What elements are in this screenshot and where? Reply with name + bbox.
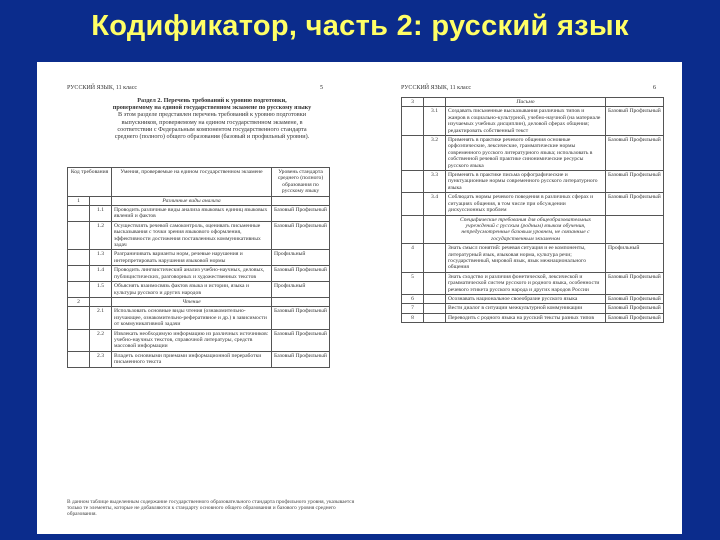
section-title-cell: Специфические требования для общеобразовательных учреждений с русским (родным) языком обучения, непредусмотренные базовым уровнем, не связанные с государственным экзаменом <box>446 215 606 244</box>
table-row <box>402 171 664 193</box>
column-header: Умения, проверяемые на едином государственном экзамене <box>112 168 272 197</box>
requirement-code-cell: 1.1 <box>90 206 112 222</box>
section-code-cell <box>68 250 90 266</box>
level-cell: Базовый Профильный <box>606 294 664 303</box>
table-row <box>68 297 330 306</box>
requirement-text-cell: Применять в практике письма орфографические и пунктуационные нормы современного русского литературного языка <box>446 171 606 193</box>
level-cell: Профильный <box>606 244 664 273</box>
intro-line: Раздел 2. Перечень требований к уровню подготовки, <box>137 97 287 104</box>
requirement-code-cell <box>424 313 446 322</box>
section-code-cell: 8 <box>402 313 424 322</box>
section-title-cell: Различные виды анализа <box>112 196 272 205</box>
level-cell <box>272 196 330 205</box>
section-code-cell <box>68 351 90 367</box>
table-header-row <box>68 168 330 197</box>
section-code-cell <box>402 136 424 171</box>
level-cell: Базовый Профильный <box>606 304 664 313</box>
table-row <box>68 250 330 266</box>
table-row <box>402 107 664 136</box>
section-code-cell: 4 <box>402 244 424 273</box>
section-code-cell: 5 <box>402 272 424 294</box>
requirement-text-cell: Знать сходство и различия фонетической, лексической и грамматической систем русского и родного языка, особенности речевого этикета русского народа и других народов России <box>446 272 606 294</box>
section-code-cell <box>68 206 90 222</box>
level-cell: Базовый Профильный <box>272 307 330 329</box>
requirement-code-cell: 2.2 <box>90 329 112 351</box>
page-header: РУССКИЙ ЯЗЫК, 11 класс <box>401 85 472 91</box>
intro-line: соответствии с Федеральным компонентом государственного стандарта <box>117 125 307 133</box>
level-cell <box>606 98 664 107</box>
table-row <box>68 266 330 282</box>
intro-line: проверяемому на единой государственном экзамене по русскому языку <box>112 104 312 112</box>
section-code-cell <box>68 282 90 298</box>
level-cell: Базовый Профильный <box>272 266 330 282</box>
level-cell <box>606 215 664 244</box>
table-row <box>68 329 330 351</box>
requirements-table <box>401 97 664 323</box>
requirement-text-cell: Вести диалог в ситуации межкультурной коммуникации <box>446 304 606 313</box>
level-cell: Базовый Профильный <box>606 313 664 322</box>
column-header: Код требования <box>68 168 112 197</box>
table-row <box>68 307 330 329</box>
requirement-code-cell <box>424 272 446 294</box>
intro-text <box>67 97 357 140</box>
requirement-text-cell: Извлекать необходимую информацию из различных источников: учебно-научных текстов, справочной литературы, средств массовой информации <box>112 329 272 351</box>
slide-title: Кодификатор, часть 2: русский язык <box>91 10 629 42</box>
table-row <box>68 206 330 222</box>
requirement-text-cell: Осуществлять речевой самоконтроль, оценивать письменные высказывания с точки зрения языкового оформления, эффективности достижения поставленных коммуникативных задач <box>112 221 272 250</box>
requirement-code-cell <box>424 215 446 244</box>
table-row <box>402 313 664 322</box>
section-code-cell: 6 <box>402 294 424 303</box>
intro-line: среднего (полного) общего образования (базовый и профильный уровни). <box>114 133 310 141</box>
left-page <box>37 62 367 534</box>
requirement-text-cell: Переводить с родного языка на русский тексты разных типов <box>446 313 606 322</box>
requirement-text-cell: Объяснять взаимосвязь фактов языка и истории, языка и культуры русского и других народов <box>112 282 272 298</box>
requirement-text-cell: Проводить лингвистический анализ учебно-научных, деловых, публицистических, разговорных и художественных текстов <box>112 266 272 282</box>
requirement-code-cell: 1.2 <box>90 221 112 250</box>
table-row <box>402 193 664 215</box>
requirement-text-cell: Осознавать национальное своеобразие русского языка <box>446 294 606 303</box>
requirement-code-cell <box>424 98 446 107</box>
level-cell: Базовый Профильный <box>606 171 664 193</box>
section-code-cell: 1 <box>68 196 90 205</box>
section-code-cell <box>68 307 90 329</box>
level-cell: Базовый Профильный <box>606 107 664 136</box>
level-cell: Базовый Профильный <box>272 221 330 250</box>
requirement-code-cell: 3.4 <box>424 193 446 215</box>
section-code-cell <box>68 266 90 282</box>
requirement-code-cell <box>90 196 112 205</box>
requirement-code-cell: 3.1 <box>424 107 446 136</box>
section-code-cell: 2 <box>68 297 90 306</box>
requirements-table <box>67 167 330 368</box>
requirement-code-cell: 3.3 <box>424 171 446 193</box>
intro-line: выпускников, проверяемому на едином государственном экзамене, в <box>121 118 303 126</box>
requirement-text-cell: Соблюдать нормы речевого поведения в различных сферах и ситуациях общения, в том числе при обсуждении дискуссионных проблем <box>446 193 606 215</box>
level-cell: Базовый Профильный <box>606 136 664 171</box>
section-code-cell <box>402 107 424 136</box>
requirement-text-cell: Создавать письменные высказывания различных типов и жанров в социально-культурной, учебно-научной (на материале изучаемых учебных дисциплин), деловой сферах общения; редактировать собственный текст <box>446 107 606 136</box>
requirement-code-cell <box>424 244 446 273</box>
section-code-cell <box>402 193 424 215</box>
section-code-cell <box>402 215 424 244</box>
level-cell: Базовый Профильный <box>606 272 664 294</box>
requirement-code-cell <box>424 304 446 313</box>
requirement-text-cell: Использовать основные виды чтения (ознакомительно-изучающее, ознакомительно-реферативное и др.) в зависимости от коммуникативной задачи <box>112 307 272 329</box>
level-cell: Профильный <box>272 250 330 266</box>
section-code-cell: 7 <box>402 304 424 313</box>
table-row <box>402 272 664 294</box>
requirement-text-cell: Разграничивать варианты норм, речевые нарушения и интерпретировать нарушения языковой нормы <box>112 250 272 266</box>
requirement-code-cell: 3.2 <box>424 136 446 171</box>
level-cell <box>272 297 330 306</box>
level-cell: Базовый Профильный <box>272 329 330 351</box>
requirement-text-cell: Проводить различные виды анализа языковых единиц языковых явлений и фактов <box>112 206 272 222</box>
requirement-text-cell: Владеть основными приемами информационной переработки письменного текста <box>112 351 272 367</box>
requirement-code-cell: 1.5 <box>90 282 112 298</box>
requirement-text-cell: Знать смысл понятий: речевая ситуация и ее компоненты, литературный язык, языковая норма, культура речи; государственный, мировой язык, язык межнационального общения <box>446 244 606 273</box>
requirement-code-cell <box>424 294 446 303</box>
requirement-text-cell: Применять в практике речевого общения основные орфоэпические, лексические, грамматические нормы современного русского литературного языка; использовать в собственной речевой практике синонимические ресурсы русского языка <box>446 136 606 171</box>
table-row <box>68 282 330 298</box>
requirement-code-cell: 2.3 <box>90 351 112 367</box>
section-title-cell: Чтение <box>112 297 272 306</box>
intro-line: В этом разделе представлен перечень требований к уровню подготовки <box>117 111 307 119</box>
page-number: 6 <box>653 85 656 91</box>
table-row <box>402 294 664 303</box>
level-cell: Базовый Профильный <box>606 193 664 215</box>
page-number: 5 <box>320 85 323 91</box>
table-row <box>402 136 664 171</box>
level-cell: Базовый Профильный <box>272 206 330 222</box>
table-row <box>402 215 664 244</box>
requirement-code-cell: 2.1 <box>90 307 112 329</box>
table-row <box>402 304 664 313</box>
requirement-code-cell: 1.3 <box>90 250 112 266</box>
table-row <box>68 351 330 367</box>
table-row <box>68 221 330 250</box>
table-row <box>402 244 664 273</box>
table-row <box>402 98 664 107</box>
requirement-code-cell <box>90 297 112 306</box>
section-code-cell <box>68 221 90 250</box>
section-code-cell <box>402 171 424 193</box>
level-cell: Базовый Профильный <box>272 351 330 367</box>
requirement-code-cell: 1.4 <box>90 266 112 282</box>
column-header: Уровень стандарта среднего (полного) образования по русскому языку <box>272 168 330 197</box>
footnote: В данном таблице выделенным содержание государственного образовательного стандарта профильного уровня, указывается только те элементы, которые не добавляются к стандарту основного общего образования и базового уровня среднего образования. <box>67 499 355 518</box>
section-code-cell <box>68 329 90 351</box>
page-header: РУССКИЙ ЯЗЫК, 11 класс <box>67 85 138 91</box>
right-page <box>373 62 682 534</box>
table-row <box>68 196 330 205</box>
section-title-cell: Письмо <box>446 98 606 107</box>
document-scan <box>37 62 682 534</box>
level-cell: Профильный <box>272 282 330 298</box>
section-code-cell: 3 <box>402 98 424 107</box>
